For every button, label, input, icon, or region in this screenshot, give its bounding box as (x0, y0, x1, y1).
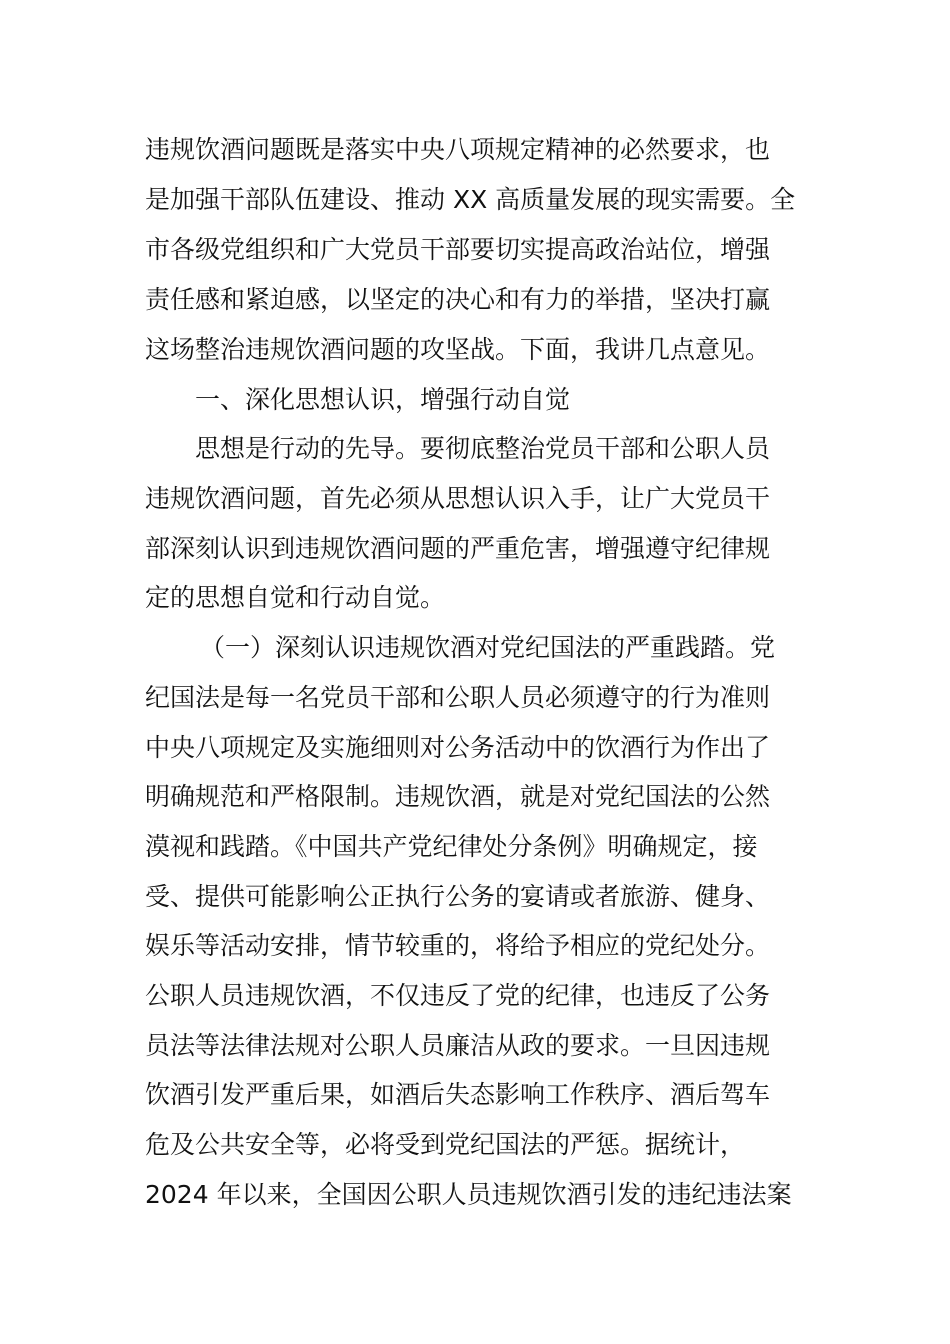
text-line-19: 员法等法律法规对公职人员廉洁从政的要求。一旦因违规 (145, 1031, 771, 1060)
text-line-5: 这场整治违规饮酒问题的攻坚战。下面，我讲几点意见。 (145, 335, 771, 364)
text-line-2: 是加强干部队伍建设、推动 XX 高质量发展的现实需要。全 (145, 185, 796, 214)
text-line-10: 定的思想自觉和行动自觉。 (145, 583, 446, 612)
text-line-18: 公职人员违规饮酒，不仅违反了党的纪律，也违反了公务 (145, 981, 771, 1010)
text-line-3: 市各级党组织和广大党员干部要切实提高政治站位，增强 (145, 235, 771, 264)
text-line-14: 明确规范和严格限制。违规饮酒，就是对党纪国法的公然 (145, 782, 771, 811)
text-line-9: 部深刻认识到违规饮酒问题的严重危害，增强遵守纪律规 (145, 534, 771, 563)
text-line-13: 中央八项规定及实施细则对公务活动中的饮酒行为作出了 (145, 733, 771, 762)
text-line-12: 纪国法是每一名党员干部和公职人员必须遵守的行为准则 (145, 683, 771, 712)
text-line-7: 思想是行动的先导。要彻底整治党员干部和公职人员 (195, 434, 771, 463)
text-line-1: 违规饮酒问题既是落实中央八项规定精神的必然要求，也 (145, 135, 771, 164)
text-line-17: 娱乐等活动安排，情节较重的，将给予相应的党纪处分。 (145, 931, 771, 960)
text-line-22: 2024 年以来，全国因公职人员违规饮酒引发的违纪违法案 (145, 1180, 792, 1209)
text-line-21: 危及公共安全等，必将受到党纪国法的严惩。据统计， (145, 1130, 746, 1159)
text-line-8: 违规饮酒问题，首先必须从思想认识入手，让广大党员干 (145, 484, 771, 513)
text-line-16: 受、提供可能影响公正执行公务的宴请或者旅游、健身、 (145, 882, 771, 911)
subsection-heading: （一）深刻认识违规饮酒对党纪国法的严重践踏。党 (200, 633, 776, 662)
text-line-4: 责任感和紧迫感，以坚定的决心和有力的举措，坚决打赢 (145, 285, 771, 314)
text-line-15: 漠视和践踏。《中国共产党纪律处分条例》明确规定，接 (145, 832, 758, 861)
text-line-20: 饮酒引发严重后果，如酒后失态影响工作秩序、酒后驾车 (145, 1080, 771, 1109)
section-heading: 一、深化思想认识，增强行动自觉 (195, 385, 571, 414)
